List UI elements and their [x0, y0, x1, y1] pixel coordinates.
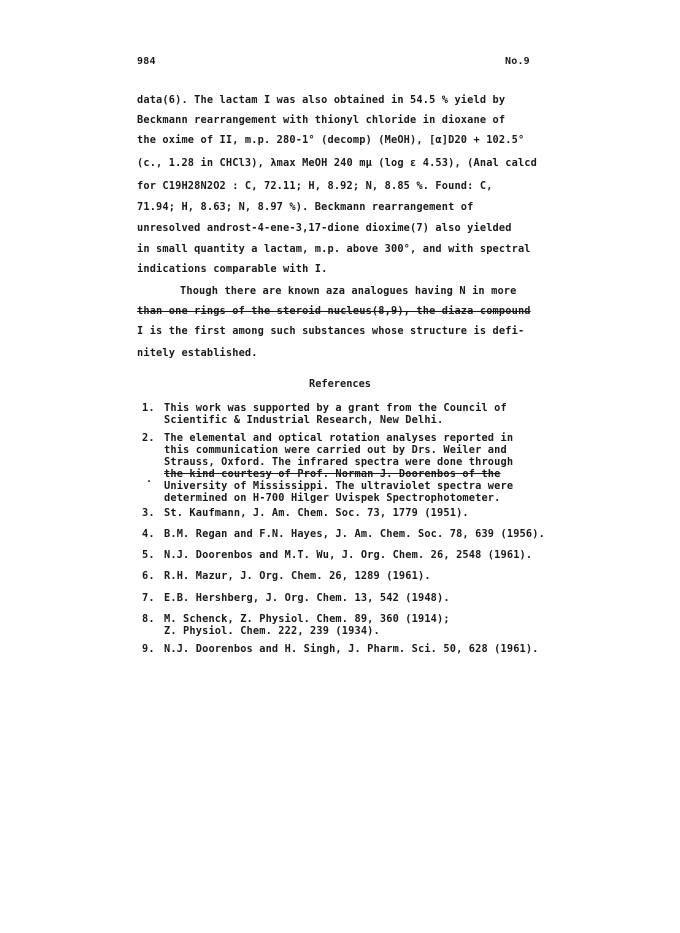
reference-number: 9. [142, 643, 155, 655]
reference-4 [142, 528, 545, 540]
body-line-13: nitely established. [137, 347, 258, 359]
reference-text: N.J. Doorenbos and M.T. Wu, J. Org. Chem. 26, 2548 (1961). [164, 549, 533, 561]
reference-text: The elemental and optical rotation analyses reported in [164, 432, 514, 444]
issue-number: No.9 [505, 56, 530, 67]
reference-text: the kind courtesy of Prof. Norman J. Doorenbos of the [164, 468, 501, 480]
body-line-5: for C19H28N2O2 : C, 72.11; H, 8.92; N, 8.85 %. Found: C, [137, 180, 493, 192]
reference-number: 2. [142, 432, 155, 444]
reference-9 [142, 643, 539, 655]
reference-text: St. Kaufmann, J. Am. Chem. Soc. 73, 1779 (1951). [164, 507, 469, 519]
reference-text: Strauss, Oxford. The infrared spectra were done through [164, 456, 514, 468]
reference-number: 3. [142, 507, 155, 519]
reference-number: 7. [142, 592, 155, 604]
reference-text: this communication were carried out by Drs. Weiler and [164, 444, 507, 456]
reference-1 [142, 402, 507, 426]
reference-5 [142, 549, 532, 561]
body-line-1: data(6). The lactam I was also obtained in 54.5 % yield by [137, 94, 506, 106]
reference-text: determined on H-700 Hilger Uvispek Spectrophotometer. [164, 492, 501, 504]
body-line-6: 71.94; H, 8.63; N, 8.97 %). Beckmann rearrangement of [137, 201, 474, 213]
body-line-2: Beckmann rearrangement with thionyl chloride in dioxane of [137, 114, 506, 126]
reference-text: E.B. Hershberg, J. Org. Chem. 13, 542 (1948). [164, 592, 450, 604]
reference-text: B.M. Regan and F.N. Hayes, J. Am. Chem. Soc. 78, 639 (1956). [164, 528, 545, 540]
reference-text: This work was supported by a grant from the Council of [164, 402, 507, 414]
reference-text: University of Mississippi. The ultraviolet spectra were [164, 480, 514, 492]
body-line-11: than one rings of the steroid nucleus(8,9), the diaza compound [137, 305, 531, 317]
reference-number: 5. [142, 549, 155, 561]
reference-8 [142, 613, 450, 637]
body-line-12: I is the first among such substances whose structure is defi- [137, 325, 525, 337]
body-line-8: in small quantity a lactam, m.p. above 300°, and with spectral [137, 243, 531, 255]
reference-text: R.H. Mazur, J. Org. Chem. 26, 1289 (1961). [164, 570, 431, 582]
reference-6 [142, 570, 431, 582]
reference-number: 6. [142, 570, 155, 582]
reference-2 [142, 432, 513, 504]
references-heading: References [309, 378, 371, 390]
reference-number: 8. [142, 613, 155, 625]
reference-text: Z. Physiol. Chem. 222, 239 (1934). [164, 625, 380, 637]
body-line-9: indications comparable with I. [137, 263, 328, 275]
reference-number: 1. [142, 402, 155, 414]
reference-7 [142, 592, 450, 604]
body-line-4: (c., 1.28 in CHCl3), λmax MeOH 240 mμ (log ε 4.53), (Anal calcd [137, 157, 538, 169]
body-line-3: the oxime of II, m.p. 280-1° (decomp) (MeOH), [α]D20 + 102.5° [137, 134, 525, 146]
reference-3 [142, 507, 469, 519]
reference-text: N.J. Doorenbos and H. Singh, J. Pharm. Sci. 50, 628 (1961). [164, 643, 539, 655]
reference-number: 4. [142, 528, 155, 540]
body-line-10: Though there are known aza analogues having N in more [180, 285, 517, 297]
margin-dot: . [146, 474, 153, 485]
reference-text: Scientific & Industrial Research, New Delhi. [164, 414, 444, 426]
reference-text: M. Schenck, Z. Physiol. Chem. 89, 360 (1914); [164, 613, 450, 625]
page-number: 984 [137, 56, 156, 67]
body-line-7: unresolved androst-4-ene-3,17-dione dioxime(7) also yielded [137, 222, 512, 234]
